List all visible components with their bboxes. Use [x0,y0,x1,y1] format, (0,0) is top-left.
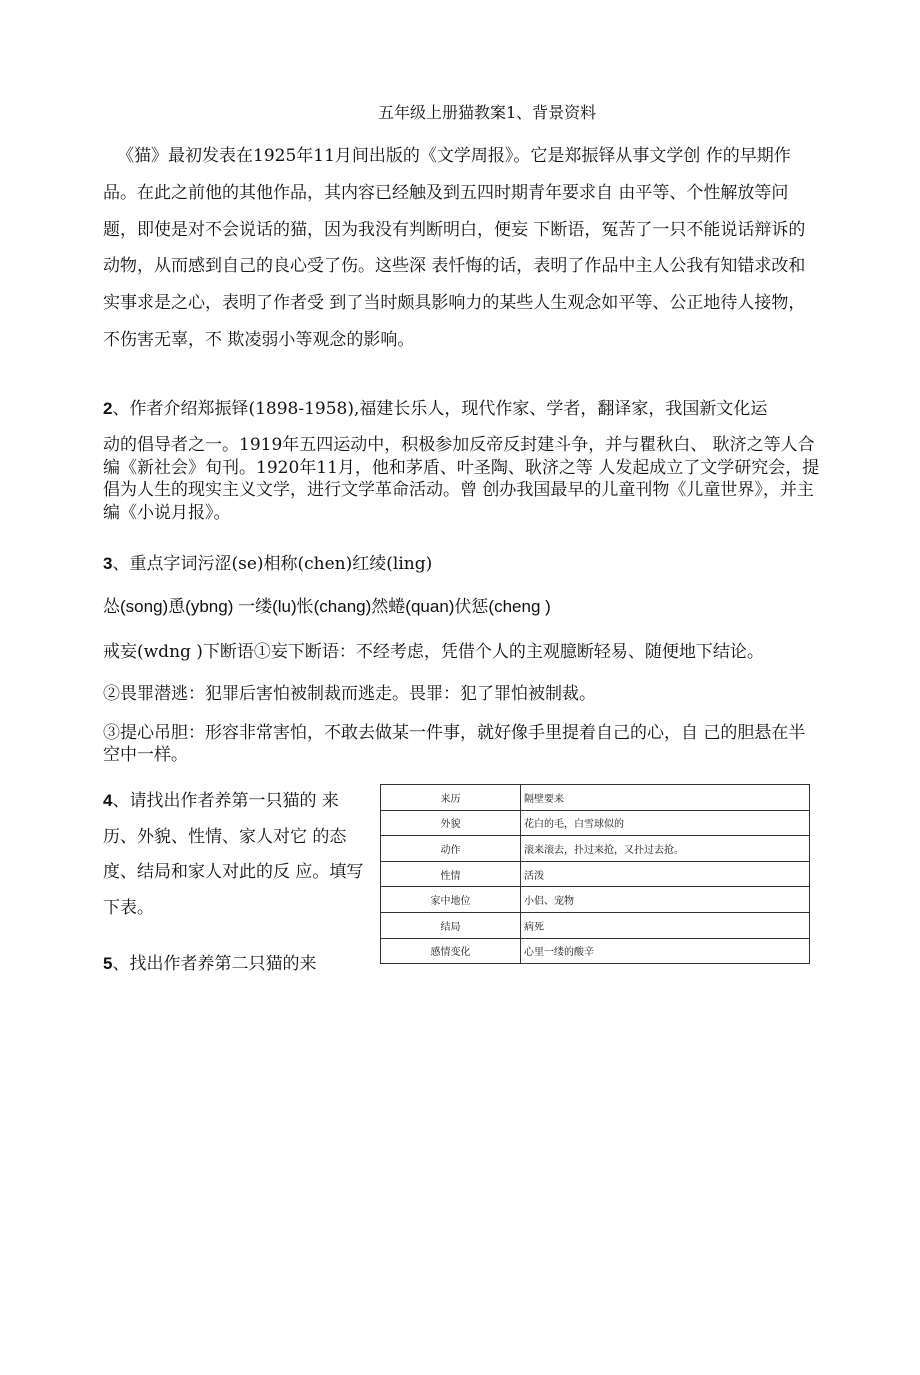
table-key: 结局 [381,912,521,938]
question-4-number: 4 [103,791,113,810]
table-row [381,836,810,862]
table-key: 家中地位 [381,887,521,913]
table-row [381,887,810,913]
section-2-heading [103,394,820,419]
table-value: 滚来滚去，扑过来抢，又扑过去抢。 [521,836,810,862]
vocab-definition-2: ②畏罪潜逃：犯罪后害怕被制裁而逃走。畏罪：犯了罪怕被制裁。 [103,684,596,704]
section-3-number: 3 [103,554,113,573]
table-value: 活泼 [521,861,810,887]
table-row [381,810,810,836]
table-key: 性情 [381,861,521,887]
table-key: 动作 [381,836,521,862]
table-key: 来历 [381,785,521,811]
table-row [381,912,810,938]
background-paragraph [103,138,820,359]
section-3-heading-text: 、重点字词污涩(se)相称(chen)红绫(ling) [112,554,433,574]
vocab-definition-3: ③提心吊胆：形容非常害怕，不敢去做某一件事，就好像手里提着自己的心，自 己的胆悬在半空中一样。 [103,723,806,765]
table-row [381,861,810,887]
table-key: 感情变化 [381,938,521,964]
question-5-text: 、找出作者养第二只猫的来 [112,954,317,974]
table-key: 外貌 [381,810,521,836]
section-2-heading-text: 、作者介绍郑振铎(1898-1958),福建长乐人，现代作家、学者，翻译家，我国新文化运 [112,399,768,419]
question-5-number: 5 [103,954,113,973]
table-row [381,785,810,811]
vocab-definition-1: 戒妄(wdng )下断语①妄下断语：不经考虑，凭借个人的主观臆断轻易、随便地下结论。 [103,642,764,662]
first-cat-table [380,784,810,964]
question-4-text: 、请找出作者养第一只猫的 来历、外貌、性情、家人对它 的态度、结局和家人对此的反 应。填写下表。 [103,791,364,918]
section-3-heading [103,549,820,574]
vocab-pinyin-line: 怂(song)恿(ybng) 一缕(lu)怅(chang)然蜷(quan)伏惩(cheng ) [103,597,551,616]
background-text: 《猫》最初发表在1925年11月间出版的《文学周报》。它是郑振铎从事文学创 作的早期作品。在此之前他的其他作品，其内容已经触及到五四时期青年要求自 由平等、个性解放等问题，即使是对不会说话的猫，因为我没有判断明白，便妄 下断语，冤苦了一只不能说话辩诉的动物，从而感到自己的良心受了伤。这些深 表忏悔的话，表明了作品中主人公我有知错求改和实事求是之心，表明了作者受 到了当时颇具影响力的某些人生观念如平等、公正地待人接物，不伤害无辜，不 欺凌弱小等观念的影响。 [103,146,806,350]
table-row [381,938,810,964]
page-title: 五年级上册猫教案1、背景资料 [378,103,597,122]
table-value: 小侣、宠物 [521,887,810,913]
section-2-number: 2 [103,399,113,418]
table-value: 病死 [521,912,810,938]
question-4 [103,783,371,926]
question-5 [103,949,316,974]
table-value: 心里一缕的酸辛 [521,938,810,964]
table-value: 花白的毛，白雪球似的 [521,810,810,836]
table-value: 隔壁要来 [521,785,810,811]
author-paragraph: 动的倡导者之一。1919年五四运动中，积极参加反帝反封建斗争，并与瞿秋白、 耿济之等人合编《新社会》旬刊。1920年11月，他和茅盾、叶圣陶、耿济之等 人发起成立了文学研究会，提倡为人生的现实主义文学，进行文学革命活动。曾 创办我国最早的儿童刊物《儿童世界》，并主编《小说月报》。 [103,435,820,523]
